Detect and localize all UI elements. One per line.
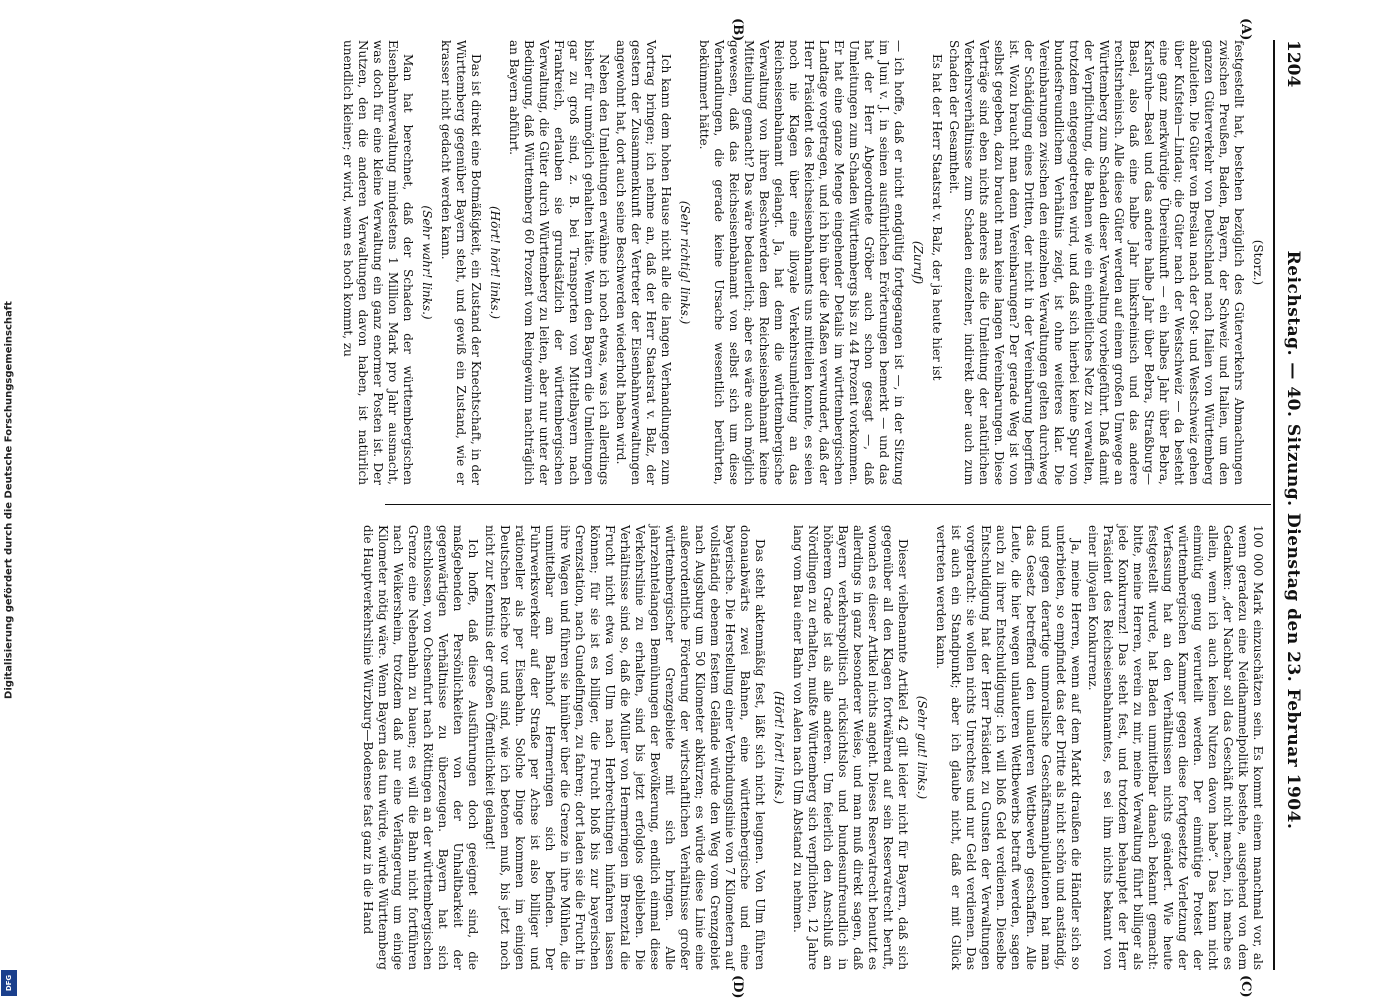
paragraph: 100 000 Mark einzuschätzen sein. Es kommt einem manchmal vor, als wenn geradezu eine Neidhammelpolitik bestehe, ausgehend von dem Gedanken: „der Nachbar soll das Geschäft nicht machen, ich mache es allein, wenn ich auch keinen Nutzen davon habe“. Das kann nicht einmütig genug verurteilt werden. Der einmütige Protest der württembergischen Kammer gegen diese fortgesetzte Verletzung der Verfassung hat an den Verhältnissen nichts geändert. Wie heute festgestellt wurde, hat Baden unmittelbar danach bekannt gemacht: bitte, meine Herren, verein zu mir, meine Verwaltung führt billiger als jede Konkurrenz! Das steht fest, und trotzdem behauptet der Herr Präsident des Reichseisenbahnamtes, es sei ihm nichts bekannt von einer illoyalen Konkurrenz. — [1086, 525, 1265, 970]
right-column — [361, 525, 1265, 970]
margin-marker-d: (D) — [730, 975, 745, 999]
paragraph: Das ist direkt eine Botmäßigkeit, ein Zustand der Knechtschaft, in der Württemberg gegenüber Bayern steht, und gewiß ein Zustand, wie er krasser nicht gedacht werden kann. — [439, 40, 483, 485]
paragraph: — ich hoffe, daß er nicht endgültig fortgegangen ist —, in der Sitzung im Juni v. J. in seinen ausführlichen Erörterungen bemerkt — und das hat der Herr Abgeordnete Gröber auch schon gesagt —, daß Umleitungen zum Schaden Württembergs bis zu 44 Prozent vorkommen. Er hat eine ganze Menge eingehender Details im württembergischen Landtage vorgetragen, und ich bin über die Maßen verwundert, daß der Herr Präsident des Reichseisenbahnamts uns mitteilen konnte, es seien noch nie Klagen über eine illoyale Verkehrsumleitung an das Reichseisenbahnamt gelangt. Ja, hat denn die württembergische Verwaltung von ihren Beschwerden dem Reichseisenbahnamt keine Mitteilung gemacht? Das wäre bedauerlich; aber es wäre auch möglich gewesen, daß das Reichseisenbahnamt von selbst sich um diese Verhandlungen, die gerade keine Ursache wesentlich berührten, bekümmert hätte. — [697, 40, 906, 485]
dfg-logo — [1, 970, 17, 996]
paragraph: Dieser vielbenannte Artikel 42 gilt leider nicht für Bayern, daß sich gegenüber all den Klagen fortwährend auf sein Reservatrecht beruft, wonach es dieser Artikel nichts angeht. Dieses Reservatrecht benutzt es allerdings in ganz besonderer Weise, und man muß direkt sagen, daß Bayern verkehrspolitisch rücksichtslos und bundesunfreundlich in höherem Grade ist als alle anderen. Um feierlich den Anschluß an Nördlingen zu erhalten, mußte Württemberg sich verpflichten, 12 Jahre lang vom Bau einer Bahn von Aalen nach Ulm Abstand zu nehmen. — [791, 525, 910, 970]
paragraph: Neben den Umleitungen erwähne ich noch etwas, was ich allerdings bisher für unmöglich gehalten hätte. Wenn den Bayern die Umleitungen gar zu groß sind, z. B. bei Transporten von Mittelbayern nach Frankreich, erlauben sie grundsätzlich der württembergischen Verwaltung, die Güter durch Württemberg zu leiten, aber nur unter der Bedingung, daß Württemberg 60 Prozent vom Reingewinn nachträglich an Bayern abführt. — [507, 40, 611, 485]
margin-marker-c: (C) — [1238, 975, 1253, 998]
interjection: (Sehr richtig! links.) — [678, 200, 692, 325]
rotated-document-page — [60, 18, 1305, 999]
interjection: (Hört! hört! links.) — [772, 690, 786, 805]
paragraph: Es hat der Herr Staatsrat v. Balz, der ja heute hier ist — [930, 54, 944, 381]
speaker-name: (Storz.) — [1251, 239, 1265, 286]
running-title: Reichstag. — 40. Sitzung. Dienstag den 23. Februar 1904. — [1283, 250, 1303, 830]
credit-text: Digitalisierung gefördert durch die Deutsche Forschungsgemeinschaft — [3, 301, 15, 699]
page-number: 1204 — [1283, 40, 1303, 88]
paragraph: Ja, meine Herren, wenn auf dem Markt draußen die Händler sich so unterbieten, so empfindet das der Dritte als nicht schön und anständig, und gegen derartige unmoralische Geschäftsmanipulationen hat man das Gesetz betreffend den unlauteren Wettbewerb geschaffen. Alle Leute, die hier wegen unlauteren Wettbewerbs betraft werden, sagen auch zu ihrer Entschuldigung: ich will bloß Geld verdienen. Dieselbe Entschuldigung hat der Herr Präsident zu Gunsten der Verwaltungen vorgebracht: sie wollen nichts Unrechtes und nur Geld verdienen. Das ist auch ein Standpunkt; aber ich glaube nicht, daß er mit Glück vertreten werden kann. — [934, 525, 1083, 970]
interjection: (Zuruf) — [911, 240, 925, 285]
interjection: (Sehr wahr! links.) — [420, 205, 434, 320]
column-divider — [385, 504, 1271, 505]
digitization-credit — [0, 0, 18, 1000]
paragraph: Das steht aktenmäßig fest, läßt sich nicht leugnen. Von Ulm führen donauabwärts zwei Bahnen, eine württembergische und eine bayerische. Die Herstellung einer Verbindungslinie von 7 Kilometern auf vollständig ebenem festem Gelände würde den Weg vom Grenzgebiet nach Augsburg um 50 Kilometer abkürzen; es würde diese Linie eine außerordentliche Förderung der wirtschaftlichen Verhältnisse großer württembergischer Grenzgebiete mit sich bringen. Alle jahrzehntelangen Bemühungen der Bevölkerung, endlich einmal diese Verkehrslinie zu erhalten, sind bis jetzt erfolglos geblieben. Die Verhältnisse sind so, daß die Müller von Hermeringen im Brenztal die Frucht nicht etwa von Ulm nach Herbrechtingen hinfahren lassen können; für sie ist es billiger, die Frucht bloß bis zur bayerischen Grenzstation, nach Gundelfingen, zu fahren; dort laden sie die Frucht in ihre Wagen und führen sie hinüber über die Grenze in ihre Mühlen, die unmittelbar am Bahnhof Hermeringen sich befinden. Der Fuhrwerksverkehr auf der Straße per Achse ist also billiger und rationeller als per Eisenbahn. Solche Dinge kommen im einigen Deutschen Reiche vor und sind, wie ich betonen muß, bis jetzt noch nicht zur Kenntnis der großen Öffentlichkeit gelangt! — [483, 525, 767, 970]
paragraph: Man hat berechnet, daß der Schaden der württembergischen Eisenbahnverwaltung mindestens 1 Million Mark pro Jahr ausmacht, was doch für eine kleine Verwaltung ein ganz enormer Posten ist. Der Nutzen, den die anderen Verwaltungen davon haben, ist natürlich unendlich kleiner; er wird, wenn es hoch kommt, zu — [341, 40, 415, 485]
left-column — [341, 40, 1265, 485]
paragraph: Ich hoffe, daß diese Ausführungen doch geeignet sind, die maßgebenden Persönlichkeiten von der Unhaltbarkeit der gegenwärtigen Verhältnisse zu überzeugen. Bayern hat sich entschlossen, von Ochsenfurt nach Röttingen an der württembergischen Grenze eine Nebenbahn zu bauen; es will die Bahn nicht fortführen nach Weikersheim, trotzdem daß nur eine Verlängerung um einige Kilometer nötig wäre. Wenn Bayern das tun würde, würde Württemberg die Hauptverkehrslinie Würzburg—Bodensee fast ganz in die Hand — [361, 525, 480, 970]
dfg-logo-text: DFG — [5, 974, 13, 992]
paragraph: Ich kann dem hohen Hause nicht alle die langen Verhandlungen zum Vortrag bringen; ich nehme an, daß der Herr Staatsrat v. Balz, der gestern der Zusammenkunft der Vertreter der Eisenbahnverwaltungen angewohnt hat, dort auch seine Beschwerden wiederholt haben wird. — [614, 40, 673, 485]
paragraph: festgestellt hat, bestehen bezüglich des Güterverkehrs Abmachungen zwischen Preußen, Baden, Bayern, der Schweiz und Italien, um den ganzen Güterverkehr von Deutschland nach Italien von Württemberg abzuleiten. Die Güter von Breslau nach der Ost- und Westschweiz gehen über Kufstein—Lindau; die Güter nach der Westschweiz — da besteht eine ganz merkwürdige Übereinkunft — ein halbes Jahr über Bebra, Karlsruhe—Basel und das andere halbe Jahr über Bebra, Straßburg—Basel, also daß eine halbe Jahr linksrheinisch und das andere rechtsrheinisch. Alle diese Güter werden auf einem großen Umwege an Württemberg zum Schaden dieser Verwaltung vorbeigeführt. Daß damit der Verpflichtung, die Bahnen wie ein einheitliches Netz zu verwalten, trotzdem entgegengetreten wird, und daß sich hierbei keine Spur von bundesfreundlichem Verhältnis zeigt, ist ohne weiteres klar. Die Vereinbarungen zwischen den einzelnen Verwaltungen gelten durchweg der Schädigung eines Dritten, der nicht in der Vereinbarung begriffen ist. Wozu braucht man denn Vereinbarungen? Der gerade Weg ist von selbst gegeben, dazu braucht man keine langen Vereinbarungen. Diese Verträge sind eben nichts anderes als die Umleitung der natürlichen Verkehrsverhältnisse zum Schaden einzelner, indirekt aber auch zum Schaden der Gesamtheit. — [947, 40, 1246, 485]
interjection: (Hört! hört! links.) — [488, 205, 502, 320]
interjection: (Sehr gut! links.) — [915, 695, 929, 800]
page-header — [1273, 40, 1305, 970]
margin-marker-a: (A) — [1238, 18, 1253, 41]
margin-marker-b: (B) — [730, 18, 745, 42]
